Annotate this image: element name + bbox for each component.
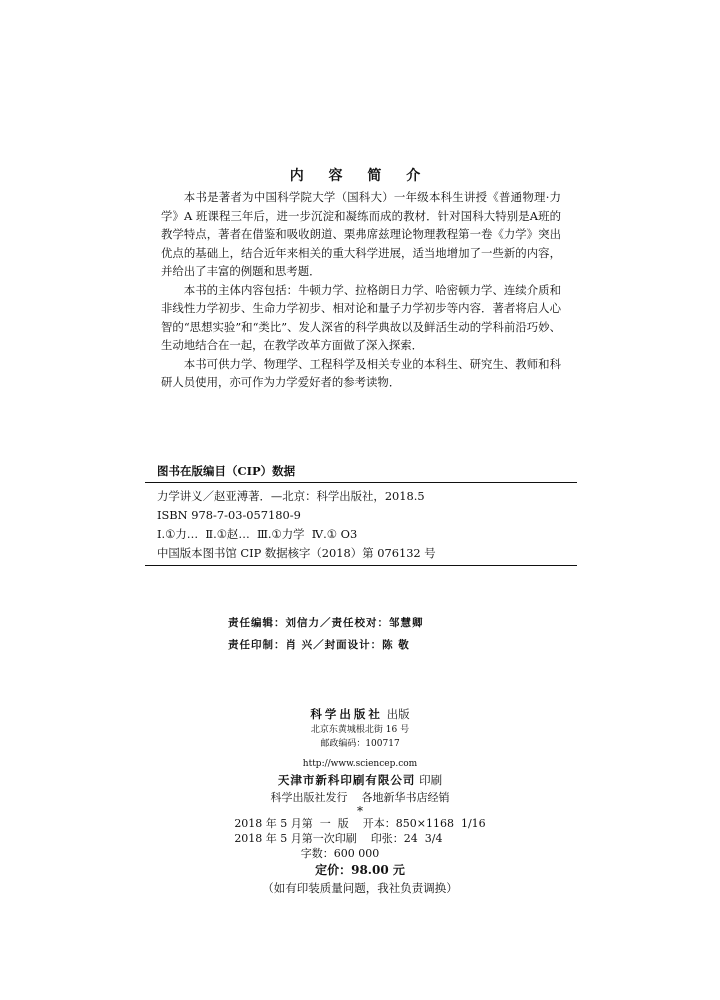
distribution-line: 科学出版社发行 各地新华书店经销 — [270, 791, 450, 804]
intro-text — [161, 188, 561, 392]
imprint-block — [0, 705, 720, 897]
printer-name: 天津市新科印刷有限公司 — [277, 773, 416, 787]
spec-line-printing: 2018 年 5 月第一次印刷 印张：24 3/4 — [234, 832, 443, 845]
price: 定价：98.00 元 — [315, 863, 405, 877]
staff-line-editors: 责任编辑：刘信力／责任校对：邹慧卿 — [228, 617, 424, 629]
cip-top-rule — [145, 482, 577, 483]
staff-credits — [228, 612, 424, 656]
cip-line-title: 力学讲义／赵亚溥著．—北京：科学出版社，2018.5 — [157, 489, 425, 503]
publisher-suffix: 出版 — [386, 707, 410, 721]
page-title: 内 容 简 介 — [289, 168, 431, 184]
publisher-address: 北京东黄城根北街 16 号 — [310, 725, 410, 735]
cip-block — [157, 487, 436, 563]
printer-line — [0, 771, 720, 789]
cip-bottom-rule — [145, 565, 577, 566]
staff-line-printing: 责任印制：肖 兴／封面设计：陈 敬 — [228, 639, 410, 651]
separator-star: * — [357, 804, 363, 818]
quality-notice: （如有印装质量问题，我社负责调换） — [262, 881, 458, 895]
publisher-name: 科学出版社 — [310, 707, 383, 721]
edition-specs — [234, 816, 485, 861]
cip-line-record: 中国版本图书馆 CIP 数据核字（2018）第 076132 号 — [157, 546, 436, 560]
cip-line-isbn: ISBN 978-7-03-057180-9 — [157, 508, 301, 522]
publisher-line — [0, 705, 720, 723]
cip-line-classification: Ⅰ.①力… Ⅱ.①赵… Ⅲ.①力学 Ⅳ.① O3 — [157, 527, 358, 541]
publisher-website: http://www.sciencep.com — [302, 759, 418, 769]
printer-suffix: 印刷 — [419, 773, 443, 787]
publisher-postcode: 邮政编码：100717 — [320, 739, 400, 749]
spec-line-edition: 2018 年 5 月第 一 版 开本：850×1168 1/16 — [234, 817, 486, 830]
intro-paragraph-1: 本书是著者为中国科学院大学（国科大）一年级本科生讲授《普通物理·力学》A 班课程三年后，进一步沉淀和凝练而成的教材．针对国科大特别是A班的教学特点，著者在借鉴和吸收朗道、栗弗席兹理论物理教程第一卷《力学》突出优点的基础上，结合近年来相关的重大科学进展，适当地增加了一些新的内容，并给出了丰富的例题和思考题． — [161, 190, 561, 278]
spec-line-wordcount: 字数：600 000 — [234, 847, 380, 860]
intro-paragraph-2: 本书的主体内容包括：牛顿力学、拉格朗日力学、哈密顿力学、连续介质和非线性力学初步、生命力学初步、相对论和量子力学初步等内容．著者将启人心智的“思想实验”和“类比”、发人深省的科学典故以及鲜活生动的学科前沿巧妙、生动地结合在一起，在教学改革方面做了深入探索． — [161, 282, 561, 352]
cip-heading: 图书在版编目（CIP）数据 — [157, 464, 296, 478]
intro-paragraph-3: 本书可供力学、物理学、工程科学及相关专业的本科生、研究生、教师和科研人员使用，亦可作为力学爱好者的参考读物． — [161, 356, 561, 389]
